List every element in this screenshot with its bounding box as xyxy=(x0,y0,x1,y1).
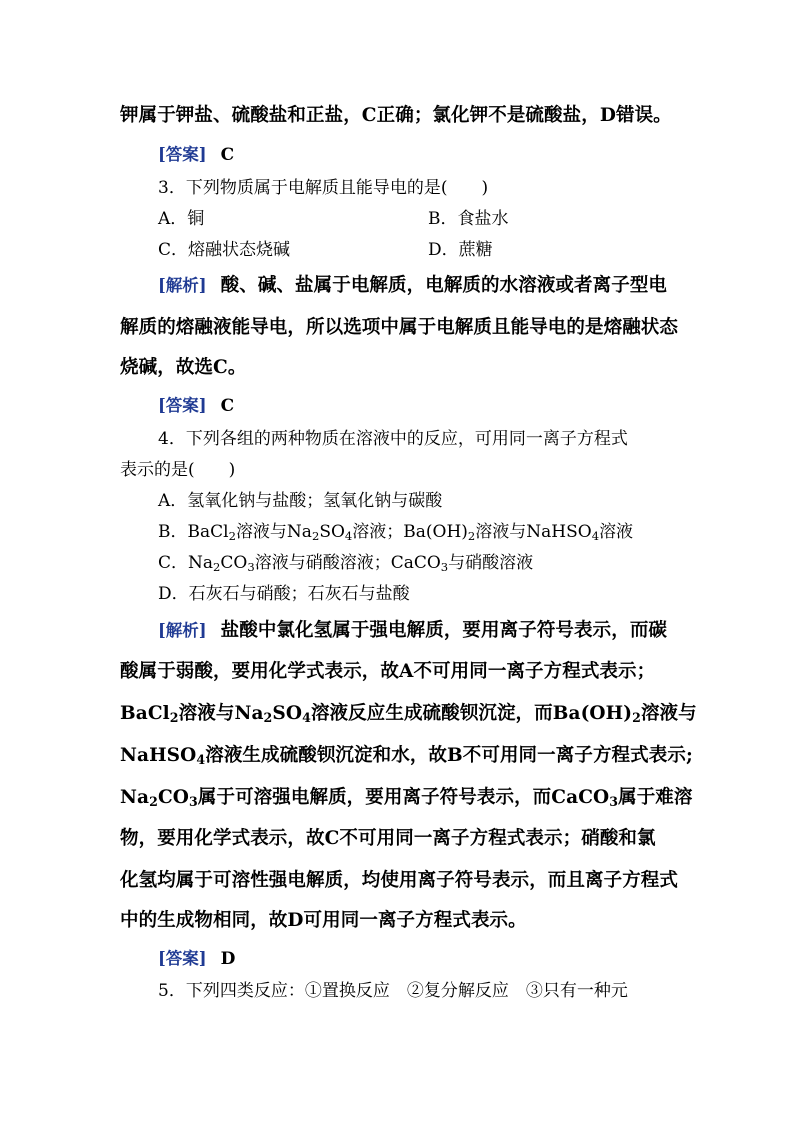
q2-analysis-continuation: 钾属于钾盐、硫酸盐和正盐，C正确；氯化钾不是硫酸盐，D错误。 xyxy=(120,105,672,126)
q4-option-a: A．氢氧化钠与盐酸；氢氧化钠与碳酸 xyxy=(158,491,443,511)
answer-tag: [答案] xyxy=(158,949,207,968)
q4-analysis-line7: 化氢均属于可溶性强电解质，均使用离子符号表示，而且离子方程式 xyxy=(120,870,679,891)
q3-option-a: A．铜 xyxy=(158,209,205,229)
analysis-tag: [解析] xyxy=(158,276,207,295)
q3-answer: C xyxy=(220,396,235,416)
q4-option-b: B．BaCl$_2$溶液与$Na_2SO_4$溶液；$Ba(OH)_2$溶液与NaHSO$_4$溶液 xyxy=(158,522,634,543)
q4-answer-row xyxy=(158,945,235,969)
q4-analysis-line6: 物，要用化学式表示，故C不可用同一离子方程式表示；硝酸和氯 xyxy=(120,828,656,849)
q3-options-row1 xyxy=(158,204,204,229)
q3-answer-row xyxy=(158,392,234,416)
q4-stem-line1: 4．下列各组的两种物质在溶液中的反应，可用同一离子方程式 xyxy=(158,429,628,449)
q3-option-d: D．蔗糖 xyxy=(428,240,493,260)
answer-tag: [答案] xyxy=(158,145,207,164)
q3-option-b: B．食盐水 xyxy=(428,209,509,229)
q4-option-d: D．石灰石与硝酸；石灰石与盐酸 xyxy=(158,584,410,604)
q2-answer: C xyxy=(220,145,235,165)
q3-analysis-line2: 解质的熔融液能导电，所以选项中属于电解质且能导电的是熔融状态 xyxy=(120,317,679,338)
answer-tag: [答案] xyxy=(158,396,207,415)
q4-analysis-line2: 酸属于弱酸，要用化学式表示，故A不可用同一离子方程式表示； xyxy=(120,661,656,682)
q4-analysis-line5: $Na_2CO_3$属于可溶强电解质，要用离子符号表示，而CaCO$_3$属于难溶 xyxy=(120,787,693,810)
q3-stem: 3．下列物质属于电解质且能导电的是( ) xyxy=(158,178,489,198)
q4-analysis-line4: NaHSO$_4$溶液生成硫酸钡沉淀和水，故B不可用同一离子方程式表示; xyxy=(120,745,693,768)
q4-analysis-line8: 中的生成物相同，故D可用同一离子方程式表示。 xyxy=(120,910,527,931)
q2-answer-row xyxy=(158,141,234,165)
q5-stem: 5．下列四类反应：①置换反应 ②复分解反应 ③只有一种元 xyxy=(158,981,628,1001)
q3-option-c: C．熔融状态烧碱 xyxy=(158,240,291,260)
analysis-tag: [解析] xyxy=(158,621,207,640)
q4-option-c: C．$Na_2CO_3$溶液与硝酸溶液；CaCO$_3$与硝酸溶液 xyxy=(158,553,534,574)
q3-analysis-line3: 烧碱，故选C。 xyxy=(120,357,247,378)
q4-stem-line2: 表示的是( ) xyxy=(120,460,236,480)
q4-analysis-line3: BaCl$_2$溶液与$Na_2SO_4$溶液反应生成硫酸钡沉淀，而$Ba(OH)_2$溶液与 xyxy=(120,703,697,726)
q3-analysis-line1: [解析] 酸、碱、盐属于电解质，电解质的水溶液或者离子型电 xyxy=(158,275,668,296)
q4-analysis-line1: [解析] 盐酸中氯化氢属于强电解质，要用离子符号表示，而碳 xyxy=(158,620,668,641)
q4-answer: D xyxy=(220,949,236,969)
q3-options-row2 xyxy=(158,235,290,260)
